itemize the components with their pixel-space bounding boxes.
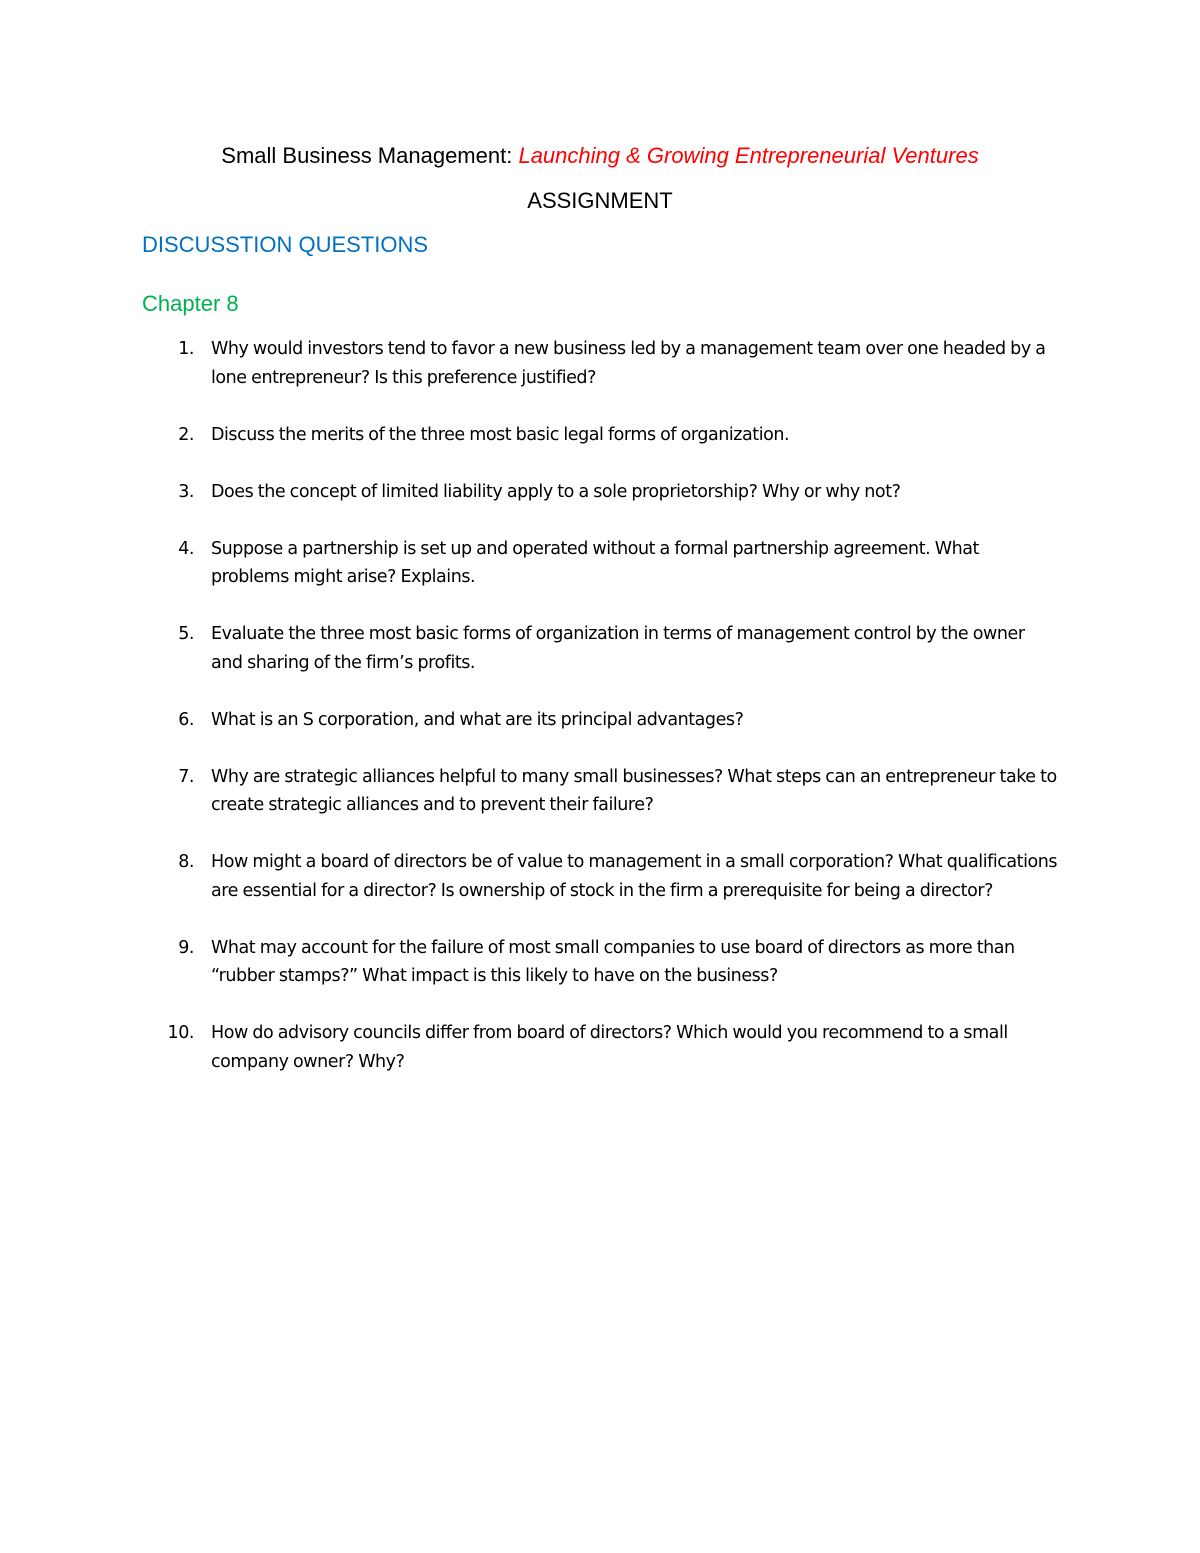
question-number: 3. <box>178 481 194 502</box>
question-text: How do advisory councils differ from board of directors? Which would you recommend to a small company owner? Why? <box>211 1023 1008 1072</box>
question-number: 5. <box>178 624 194 644</box>
question-text: Discuss the merits of the three most basic legal forms of organization. <box>211 424 790 445</box>
question-item <box>0 535 1200 592</box>
question-item <box>0 763 1200 820</box>
question-text: Why are strategic alliances helpful to many small businesses? What steps can an entrepreneur take to create strategic alliances and to prevent their failure? <box>211 766 1057 815</box>
question-item <box>0 706 1200 735</box>
question-item <box>0 1019 1200 1076</box>
question-item <box>0 620 1200 677</box>
question-item <box>0 421 1200 450</box>
question-item <box>0 478 1200 507</box>
title-main: Small Business Management: <box>221 143 513 168</box>
title-subtitle: Launching & Growing Entrepreneurial Ventures <box>518 143 979 168</box>
question-text: What is an S corporation, and what are its principal advantages? <box>211 709 744 730</box>
question-text: Why would investors tend to favor a new business led by a management team over one headed by a lone entrepreneur? Is this preference justified? <box>211 339 1046 388</box>
question-number: 8. <box>178 852 194 872</box>
question-text: Does the concept of limited liability apply to a sole proprietorship? Why or why not? <box>211 481 901 502</box>
question-list <box>0 335 1200 1105</box>
question-text: How might a board of directors be of value to management in a small corporation? What qualifications are essential for a director? Is ownership of stock in the firm a prerequisite for being a director? <box>211 852 1058 901</box>
question-text: Suppose a partnership is set up and operated without a formal partnership agreement. What problems might arise? Explains. <box>211 538 979 587</box>
question-number: 6. <box>178 709 194 730</box>
question-item <box>0 934 1200 991</box>
assignment-label: ASSIGNMENT <box>527 188 673 213</box>
question-number: 2. <box>178 424 194 445</box>
question-number: 1. <box>178 339 194 359</box>
question-number: 10. <box>167 1023 194 1043</box>
document-title <box>0 141 1200 171</box>
question-text: What may account for the failure of most small companies to use board of directors as more than “rubber stamps?” What impact is this likely to have on the business? <box>211 937 1015 986</box>
question-number: 9. <box>178 937 194 958</box>
chapter-heading: Chapter 8 <box>142 291 239 316</box>
question-number: 4. <box>178 538 194 559</box>
question-item <box>0 848 1200 905</box>
question-text: Evaluate the three most basic forms of organization in terms of management control by the owner and sharing of the firm’s profits. <box>211 624 1025 673</box>
question-number: 7. <box>178 766 194 787</box>
question-item <box>0 335 1200 392</box>
section-heading: DISCUSSTION QUESTIONS <box>142 232 429 257</box>
